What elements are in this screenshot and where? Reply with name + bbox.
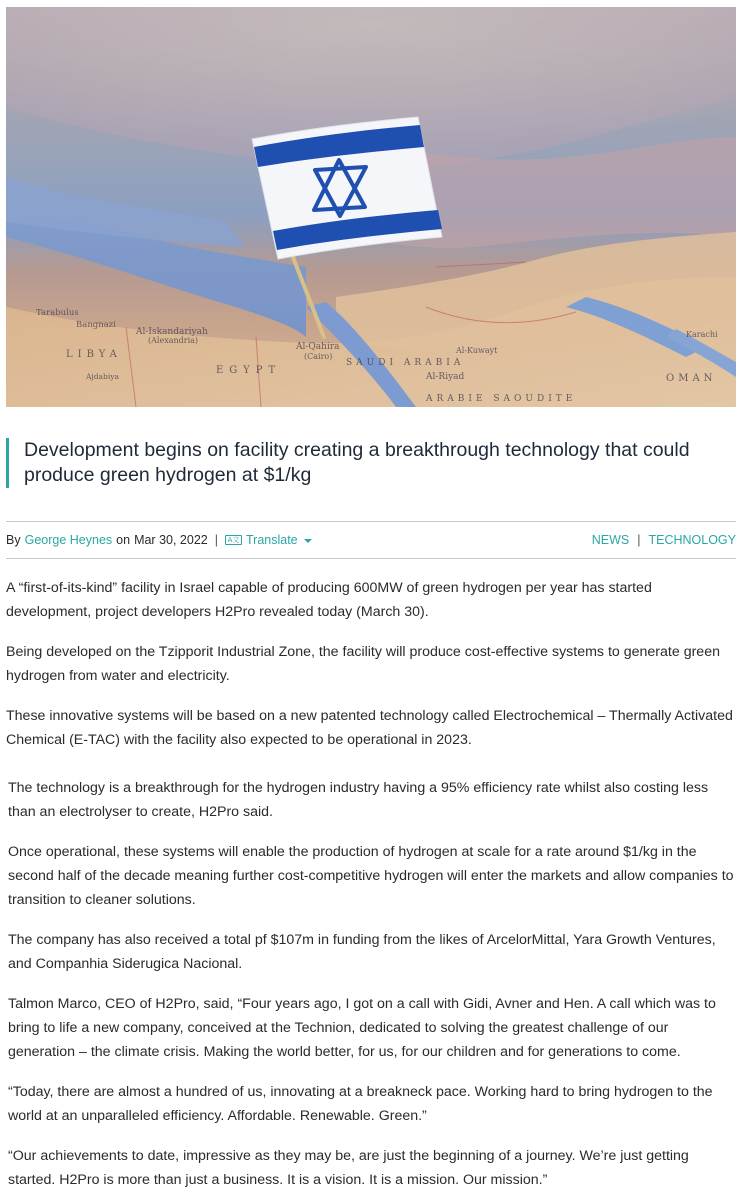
hero-image [6,7,736,407]
meta-separator: | [214,533,218,547]
map-label: Al-Riyad [426,372,465,382]
article-paragraph: A “first-of-its-kind” facility in Israel capable of producing 600MW of green hydrogen per year has started development, project developers H2Pro revealed today (March 30). [6,580,652,620]
map-label: (Cairo) [304,352,333,361]
map-label: Ajdabiya [86,372,119,381]
map-label: Bangnazi [76,320,116,330]
map-label: LIBYA [66,349,122,360]
map-label: OMAN [666,373,717,384]
map-label: Karachi [686,330,718,339]
article-paragraph: Being developed on the Tzipporit Industrial Zone, the facility will produce cost-effective systems to generate green hydrogen from water and electricity. [6,644,720,684]
article-paragraph: The technology is a breakthrough for the hydrogen industry having a 95% efficiency rate whilst also costing less than an electrolyser to create, H2Pro said. [8,780,709,820]
map-label: Al-Kuwayt [456,346,498,355]
category-separator: | [637,533,641,547]
map-label: Al-Iskandariyah [136,327,208,337]
map-label: (Alexandria) [148,336,199,345]
article-paragraph: These innovative systems will be based on a new patented technology called Electrochemical – Thermally Activated Chemical (E-TAC) with the facility also expected to be operational in 2023. [6,708,733,748]
article-paragraph: “Our achievements to date, impressive as they may be, are just the beginning of a journey. We’re just getting started. H2Pro is more than just a business. It is a vision. It is a mission. Our mission.” [8,1148,689,1188]
translate-dropdown[interactable] [225,533,312,547]
article-paragraph: Once operational, these systems will enable the production of hydrogen at scale for a rate around $1/kg in the second half of the decade meaning further cost-competitive hydrogen will enter the markets and allow companies to transition to cleaner solutions. [8,844,734,908]
article-paragraph: The company has also received a total pf $107m in funding from the likes of ArcelorMittal, Yara Growth Ventures, and Companhia Siderugica Nacional. [8,932,716,972]
category-link-technology[interactable]: TECHNOLOGY [648,533,736,547]
map-label: EGYPT [216,365,282,376]
byline-prefix: By [6,533,21,547]
byline [6,533,312,547]
article-paragraph: Talmon Marco, CEO of H2Pro, said, “Four years ago, I got on a call with Gidi, Avner and Hen. A call which was to bring to life a new company, conceived at the Technion, dedicated to solving the greatest challenge of our generation – the climate crisis. Making the world better, for us, for our children and for generations to come. [8,996,716,1060]
map-illustration [6,7,736,407]
israel-flag-on-map-icon [252,117,442,259]
category-links [592,533,736,547]
map-label: SAUDI ARABIA [346,358,465,368]
translate-label: Translate [245,533,298,547]
chevron-down-icon [304,539,312,543]
author-link[interactable]: George Heynes [24,533,113,547]
article-title-block [6,438,706,488]
map-label: ARABIE SAOUDITE [426,394,577,404]
byline-on: on [116,533,131,547]
article-body [6,576,736,1200]
article-title: Development begins on facility creating a breakthrough technology that could produce green hydrogen at $1/kg [24,439,690,486]
translate-icon: A文 [225,535,242,545]
publish-date: Mar 30, 2022 [134,533,208,547]
article-paragraph: “Today, there are almost a hundred of us, innovating at a breakneck pace. Working hard to bring hydrogen to the world at an unparalleled efficiency. Affordable. Renewable. Green.” [8,1084,713,1124]
map-label: Tarabulus [36,308,79,318]
article-meta-bar [6,521,736,559]
category-link-news[interactable]: NEWS [591,533,630,547]
map-label: Al-Qahira [296,342,340,352]
